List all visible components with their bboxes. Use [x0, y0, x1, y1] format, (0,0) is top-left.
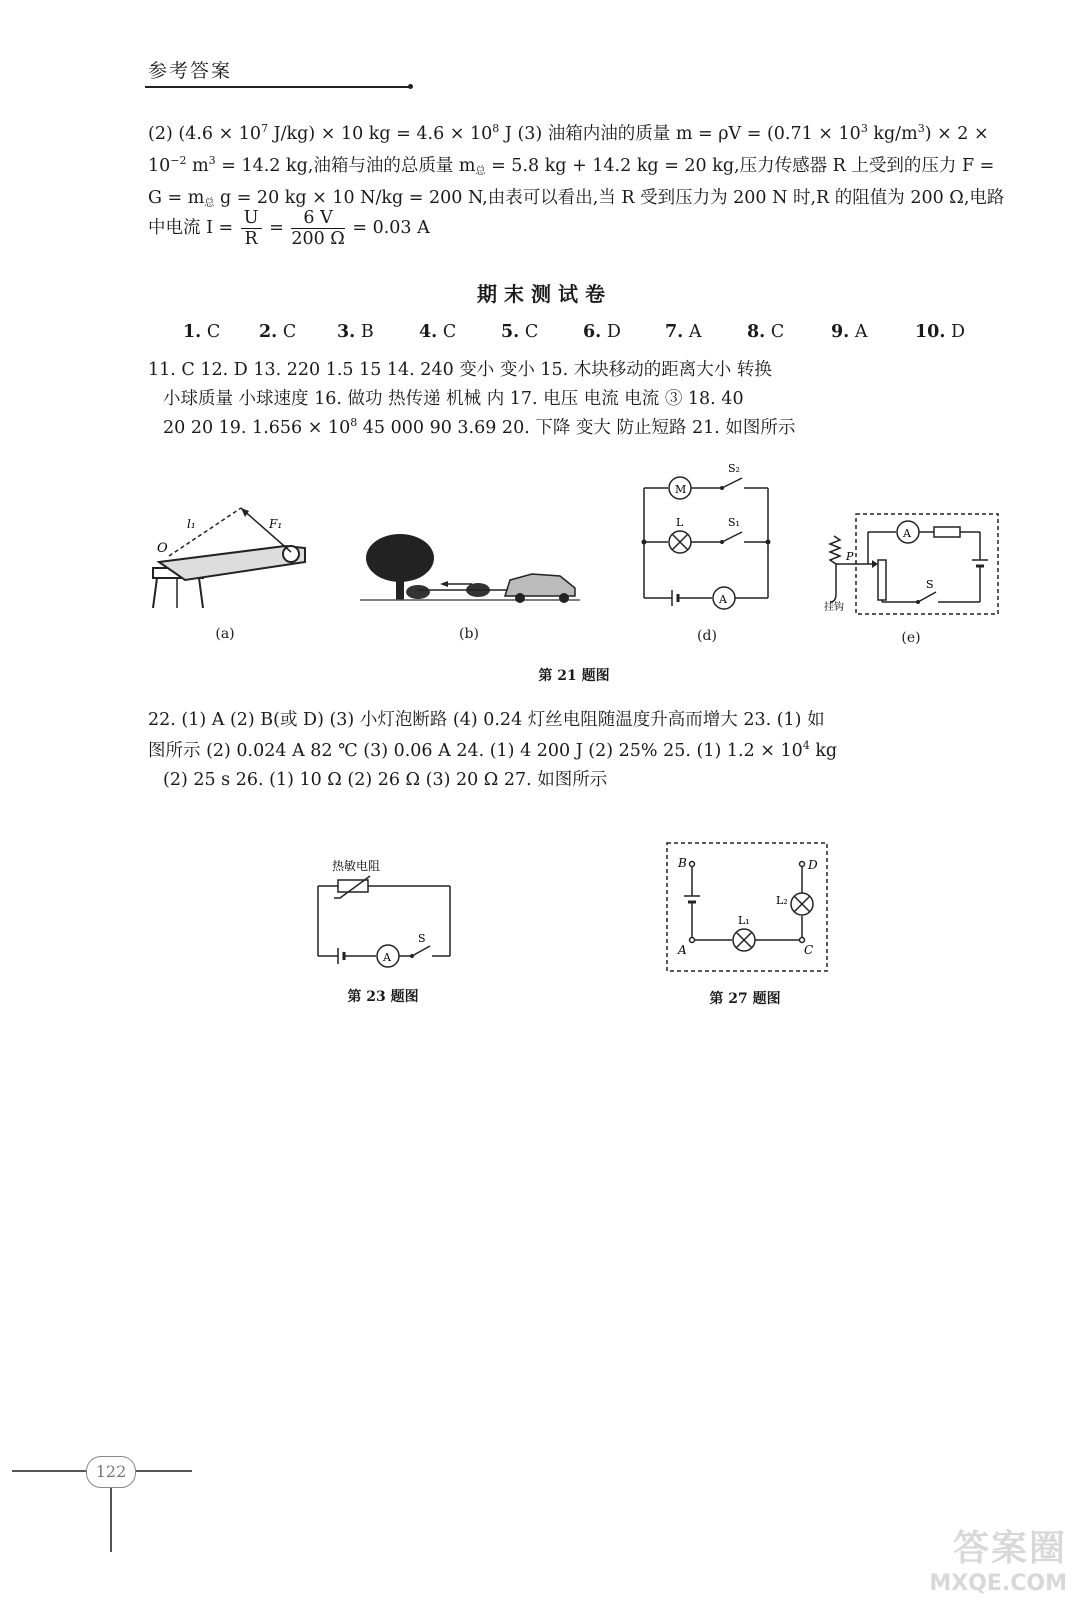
header-rule-dot — [408, 84, 413, 89]
answers2-line-1: 22. (1) A (2) B(或 D) (3) 小灯泡断路 (4) 0.24 灯丝电阻随温度升高而增大 23. (1) 如 — [148, 710, 825, 730]
fig21a-lever-diagram — [145, 490, 315, 610]
watermark-cn: 答案圈 — [952, 1527, 1067, 1569]
answers2-line-3: (2) 25 s 26. (1) 10 Ω (2) 26 Ω (3) 20 Ω 27. 如图所示 — [163, 770, 608, 790]
intro-line-3: $G = m_总$ g = 20 kg × 10 N/kg = 200 N,由表可以看出,当 R 受到压力为 200 N 时,R 的阻值为 200 Ω,电路 — [148, 188, 1005, 209]
fig27-a-label: A — [678, 943, 687, 957]
fig27-l1-label: L₁ — [738, 914, 750, 927]
fig23-circuit-diagram — [308, 852, 458, 972]
answers-row-3: 小球质量 小球速度 16. 做功 热传递 机械 内 17. 电压 电流 电流 ③ 18. 40 — [163, 389, 744, 409]
answers-row-4: 20 20 19. $1.656 \times 10^8$ 45 000 90 3.69 20. 下降 变大 防止短路 21. 如图所示 — [163, 416, 796, 438]
intro-line-1: (2) ($4.6 \times 10^7$ J/kg) × 10 kg = $4.6 \times 10^8$ J (3) 油箱内油的质量 $m = \rho V = (0.71 \times 10^3$ $kg/m^3) \times 2$ × — [148, 122, 989, 144]
fig27-circuit-diagram — [664, 840, 830, 976]
fig21a-caption: (a) — [215, 626, 235, 642]
fraction-u-over-r: $\frac{U}{R}$ — [241, 208, 262, 249]
fraction-6v-over-200ohm: $\frac{6 V}{200 \Omega}$ — [291, 208, 345, 249]
fig23-title: 第 23 题图 — [347, 989, 419, 1005]
section-title: 期末测试卷 — [477, 282, 612, 306]
answers-row-2: 11. C 12. D 13. 220 1.5 15 14. 240 变小 变小 15. 木块移动的距离大小 转换 — [148, 360, 772, 380]
page-number-badge: 122 — [86, 1456, 136, 1488]
fig21d-s1-label: S₁ — [728, 516, 740, 529]
fig21e-p-label: P — [846, 550, 854, 563]
fig21a-o-label: O — [157, 541, 168, 556]
fig27-l2-label: L₂ — [776, 894, 788, 907]
fig21b-caption: (b) — [459, 626, 479, 642]
fig21d-s2-label: S₂ — [728, 462, 740, 475]
fig23-thermistor-label: 热敏电阻 — [332, 859, 381, 873]
fig21d-motor-label: M — [675, 483, 687, 496]
header-rule — [145, 86, 412, 88]
fig21e-circuit-diagram — [822, 510, 1002, 620]
answers-row-1: 1. C 2. C 3. B 4. C 5. C 6. D 7. A 8. C 9. A 10. D — [183, 322, 966, 342]
fig21a-l1-label: l₁ — [187, 517, 196, 531]
fig21d-circuit-diagram — [630, 458, 780, 618]
fig21e-switch-label: S — [926, 578, 934, 591]
fig21e-caption: (e) — [901, 630, 921, 646]
watermark-url: MXQE.COM — [929, 1571, 1067, 1596]
fig21-title: 第 21 题图 — [538, 668, 610, 684]
fig21b-tree-car-diagram — [360, 530, 580, 610]
watermark-logo — [907, 1520, 1067, 1596]
fig21e-hook-label: 挂钩 — [824, 602, 844, 613]
fig27-b-label: B — [678, 856, 687, 870]
fig21a-f1-label: F₁ — [269, 517, 283, 531]
fig21e-ammeter-label: A — [903, 527, 911, 540]
fig23-switch-label: S — [418, 932, 426, 945]
fig21d-ammeter-label: A — [719, 593, 727, 606]
answers2-line-2: 图所示 (2) 0.024 A 82 ℃ (3) 0.06 A 24. (1) 4 200 J (2) 25% 25. (1) $1.2 \times 10^4$ kg — [148, 739, 838, 761]
fig27-d-label: D — [808, 858, 818, 872]
fig21d-lamp-label: L — [676, 516, 684, 529]
page-header-title: 参考答案 — [148, 60, 233, 82]
fig21d-caption: (d) — [697, 628, 717, 644]
intro-line-4: 中电流 I = $\frac{U}{R}$ = $\frac{6 V}{200 \Omega}$ = 0.03 A — [148, 208, 430, 249]
intro-line-2: $10^{-2}$ $m^3 = 14.2$ kg,油箱与油的总质量 $m_总 = 5.8$ kg + 14.2 kg = 20 kg,压力传感器 R 上受到的压力 F = — [148, 154, 995, 177]
fig27-title: 第 27 题图 — [709, 991, 781, 1007]
fig27-c-label: C — [804, 943, 814, 957]
fig23-ammeter-label: A — [383, 951, 391, 964]
